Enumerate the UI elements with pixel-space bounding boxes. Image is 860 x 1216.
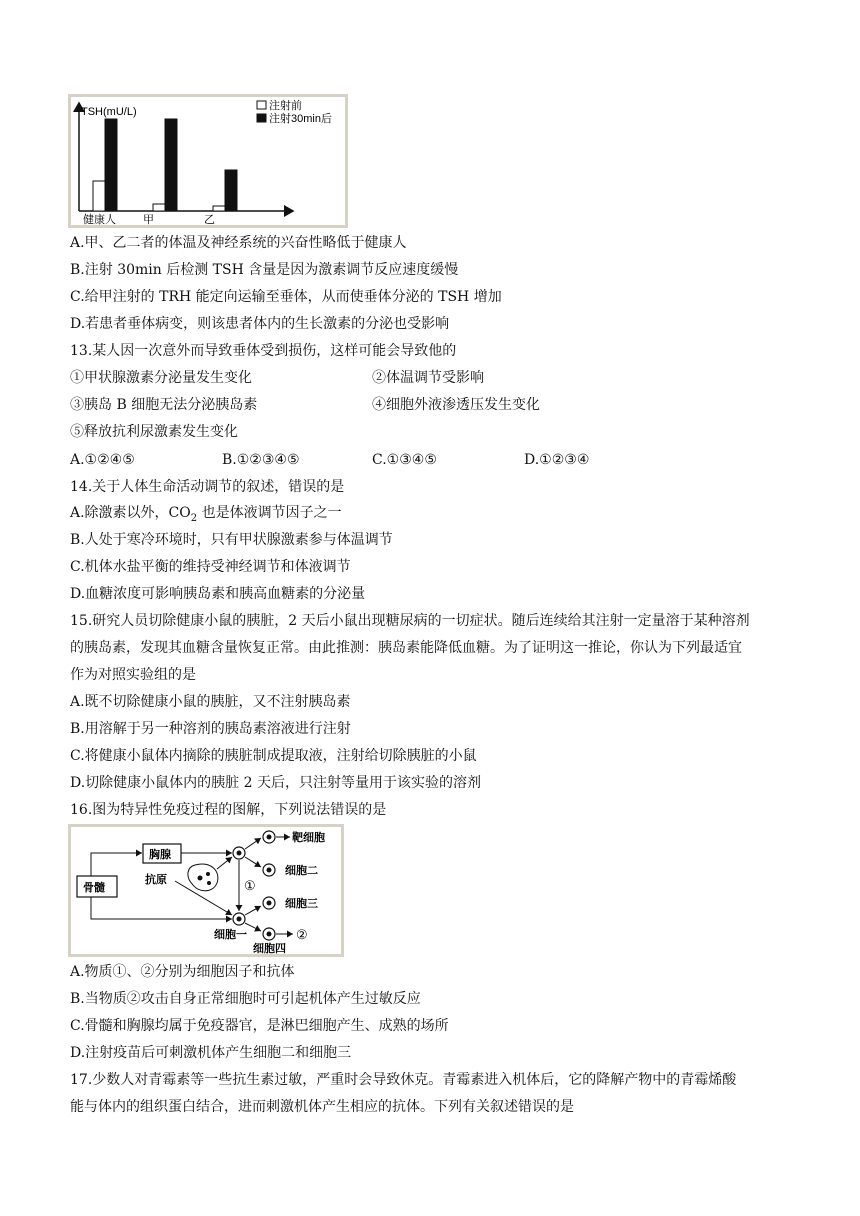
antigen-label: 抗原 [145,874,167,886]
q14-option-b: B.人处于寒冷环境时，只有甲状腺激素参与体温调节 [70,532,393,548]
q15-option-c: C.将健康小鼠体内摘除的胰脏制成提取液，注射给切除胰脏的小鼠 [70,748,477,764]
bar-before-2 [213,206,225,211]
q13-stem: 13.某人因一次意外而导致垂体受到损伤，这样可能会导致他的 [70,343,457,359]
bar-after-2 [225,170,237,211]
tsh-chart-svg [71,97,345,225]
cell3-label: 细胞三 [285,898,318,910]
q15-option-a: A.既不切除健康小鼠的胰脏，又不注射胰岛素 [70,694,351,710]
q15-stem-line-3: 作为对照实验组的是 [70,667,196,683]
antigen-presenting-cell-icon [188,864,218,891]
q17-stem-line-1: 17.少数人对青霉素等一些抗生素过敏，严重时会导致休克。青霉素进入机体后，它的降解产物中的青霉烯酸 [70,1072,737,1088]
q14-option-a-rest: 也是体液调节因子之一 [197,505,342,521]
q15-option-b: B.用溶解于另一种溶剂的胰岛素溶液进行注射 [70,721,351,737]
q16-option-c: C.骨髓和胸腺均属于免疫器官，是淋巴细胞产生、成熟的场所 [70,1018,449,1034]
q13-option-c: C.①③④⑤ [372,452,437,468]
target-cell-label: 靶细胞 [292,832,325,844]
immune-diagram-svg [71,827,341,954]
q12-option-c: C.给甲注射的 TRH 能定向运输至垂体，从而使垂体分泌的 TSH 增加 [70,289,502,305]
q13-item-2: ②体温调节受影响 [372,370,484,386]
q14-option-a-text: A.除激素以外，CO [70,505,191,521]
b-cell-nucleus-icon [237,917,242,922]
bone-marrow-label: 骨髓 [83,882,105,894]
tsh-bar-chart [68,94,348,228]
q16-option-d: D.注射疫苗后可刺激机体产生细胞二和细胞三 [70,1045,352,1061]
cell1-label: 细胞一 [214,929,247,941]
category-label-1: 甲 [143,214,154,225]
bar-after-1 [165,119,177,211]
substance-1-label: ① [244,878,256,893]
antigen-dot-icon [198,876,203,881]
q14-option-d: D.血糖浓度可影响胰岛素和胰高血糖素的分泌量 [70,586,366,602]
q12-option-d: D.若患者垂体病变，则该患者体内的生长激素的分泌也受影响 [70,316,450,332]
arrow-bcell-up [245,906,261,915]
legend-label-after: 注射30min后 [269,113,332,125]
q16-stem: 16.图为特异性免疫过程的图解，下列说法错误的是 [70,802,387,818]
immune-process-diagram [68,824,344,957]
q13-item-4: ④细胞外液渗透压发生变化 [372,397,540,413]
thymus-label: 胸腺 [149,849,171,861]
cell2-nucleus-icon [267,868,272,873]
legend [257,98,332,125]
category-label-0: 健康人 [83,214,116,225]
q16-option-b: B.当物质②攻击自身正常细胞时可引起机体产生过敏反应 [70,991,421,1007]
q13-item-1: ①甲状腺激素分泌量发生变化 [70,370,252,386]
q12-option-b: B.注射 30min 后检测 TSH 含量是因为激素调节反应速度缓慢 [70,262,459,278]
arrow-marrow-to-thymus [91,853,142,876]
arrow-marrow-to-bcell [91,897,232,919]
cell4-label: 细胞四 [253,943,286,954]
q13-item-3: ③胰岛 B 细胞无法分泌胰岛素 [70,397,258,413]
bar-after-0 [105,119,117,211]
arrow-tcell-up [245,838,261,849]
arrow-tcell-down [245,857,261,867]
q13-option-a: A.①②④⑤ [70,452,135,468]
co2-subscript: 2 [190,512,198,524]
arrow-bcell-down [245,923,261,931]
y-axis-label: TSH(mU/L) [81,106,137,118]
q13-option-d: D.①②③④ [524,452,590,468]
legend-swatch-after [257,114,266,122]
q14-stem: 14.关于人体生命活动调节的叙述，错误的是 [70,479,345,495]
q13-option-b: B.①②③④⑤ [222,452,300,468]
q14-option-a [70,503,342,523]
cell2-label: 细胞二 [285,865,318,877]
q14-option-c: C.机体水盐平衡的维持受神经调节和体液调节 [70,559,351,575]
cell4-nucleus-icon [267,932,272,937]
q15-stem-line-2: 的胰岛素，发现其血糖含量恢复正常。由此推测：胰岛素能降低血糖。为了证明这一推论，你认为下列最适宜 [70,640,742,656]
legend-label-before: 注射前 [269,100,302,112]
q13-item-5: ⑤释放抗利尿激素发生变化 [70,424,238,440]
cell3-nucleus-icon [267,901,272,906]
legend-swatch-before [257,101,266,109]
bar-before-0 [93,181,105,211]
antigen-dot-icon [206,872,210,876]
arrow-apc-to-tcell [217,857,232,869]
substance-2-label: ② [296,927,308,942]
q16-option-a: A.物质①、②分别为细胞因子和抗体 [70,964,295,980]
category-label-2: 乙 [204,214,215,225]
t-cell-nucleus-icon [237,851,242,856]
q15-stem-line-1: 15.研究人员切除健康小鼠的胰脏，2 天后小鼠出现糖尿病的一切症状。随后连续给其注射一定量溶于某种溶剂 [70,613,750,629]
q15-option-d: D.切除健康小鼠体内的胰脏 2 天后，只注射等量用于该实验的溶剂 [70,775,481,791]
bar-before-1 [153,204,165,211]
antigen-dot-icon [207,881,211,885]
effector-t-cell-nucleus-icon [267,835,272,840]
q12-option-a: A.甲、乙二者的体温及神经系统的兴奋性略低于健康人 [70,235,407,251]
q17-stem-line-2: 能与体内的组织蛋白结合，进而刺激机体产生相应的抗体。下列有关叙述错误的是 [70,1099,574,1115]
